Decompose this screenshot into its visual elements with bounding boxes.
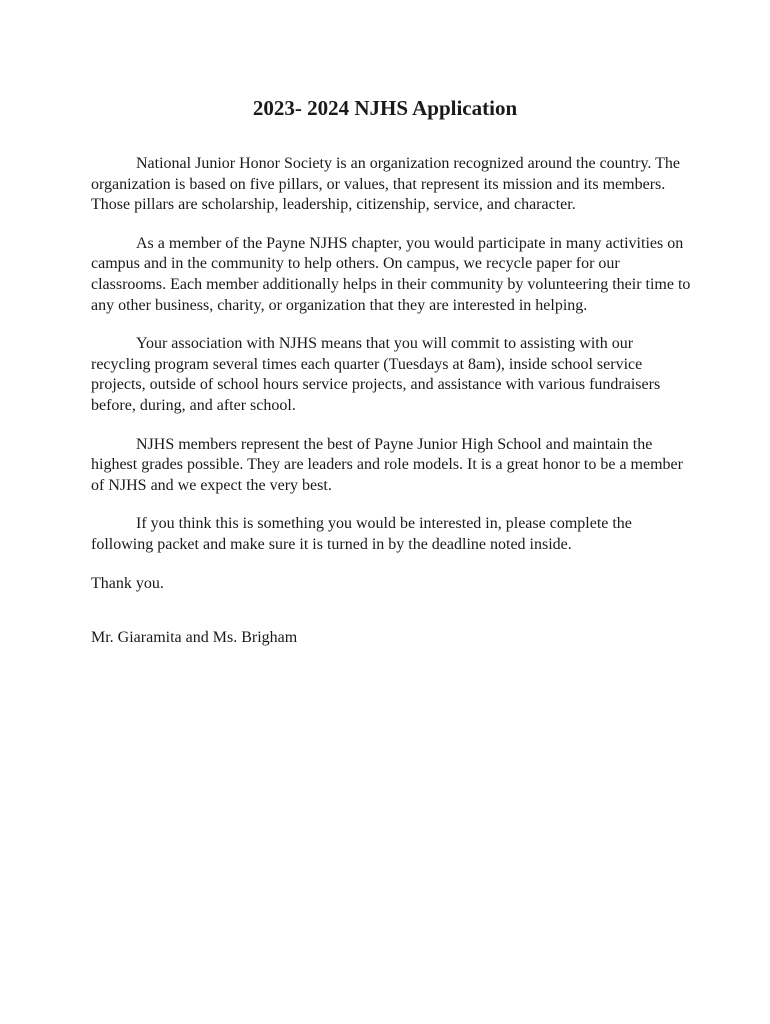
paragraph-commitment: Your association with NJHS means that you will commit to assisting with our recycling program several times each quarter (Tuesdays at 8am), inside school service projects, outside of school hours service projects, and assistance with various fundraisers before, during, and after school. bbox=[91, 335, 661, 414]
paragraph-membership: As a member of the Payne NJHS chapter, you would participate in many activities on campus and in the community to help others. On campus, we recycle paper for our classrooms. Each member additionally helps in their community by volunteering their time to any other business, charity, or organization that they are interested in helping. bbox=[91, 234, 691, 314]
paragraph-expectations: NJHS members represent the best of Payne Junior High School and maintain the highest grades possible. They are leaders and role models. It is a great honor to be a member of NJHS and we expect the very best. bbox=[91, 435, 683, 494]
document-body bbox=[91, 154, 691, 649]
paragraph-instructions: If you think this is something you would be interested in, please complete the following packet and make sure it is turned in by the deadline noted inside. bbox=[91, 515, 632, 553]
closing-text: Thank you. bbox=[91, 574, 164, 592]
document-title: 2023- 2024 NJHS Application bbox=[252, 96, 518, 120]
paragraph-intro: National Junior Honor Society is an organization recognized around the country. The organization is based on five pillars, or values, that represent its mission and its members. Those pillars are scholarship, leadership, citizenship, service, and character. bbox=[91, 155, 680, 214]
signature: Mr. Giaramita and Ms. Brigham bbox=[91, 629, 298, 647]
